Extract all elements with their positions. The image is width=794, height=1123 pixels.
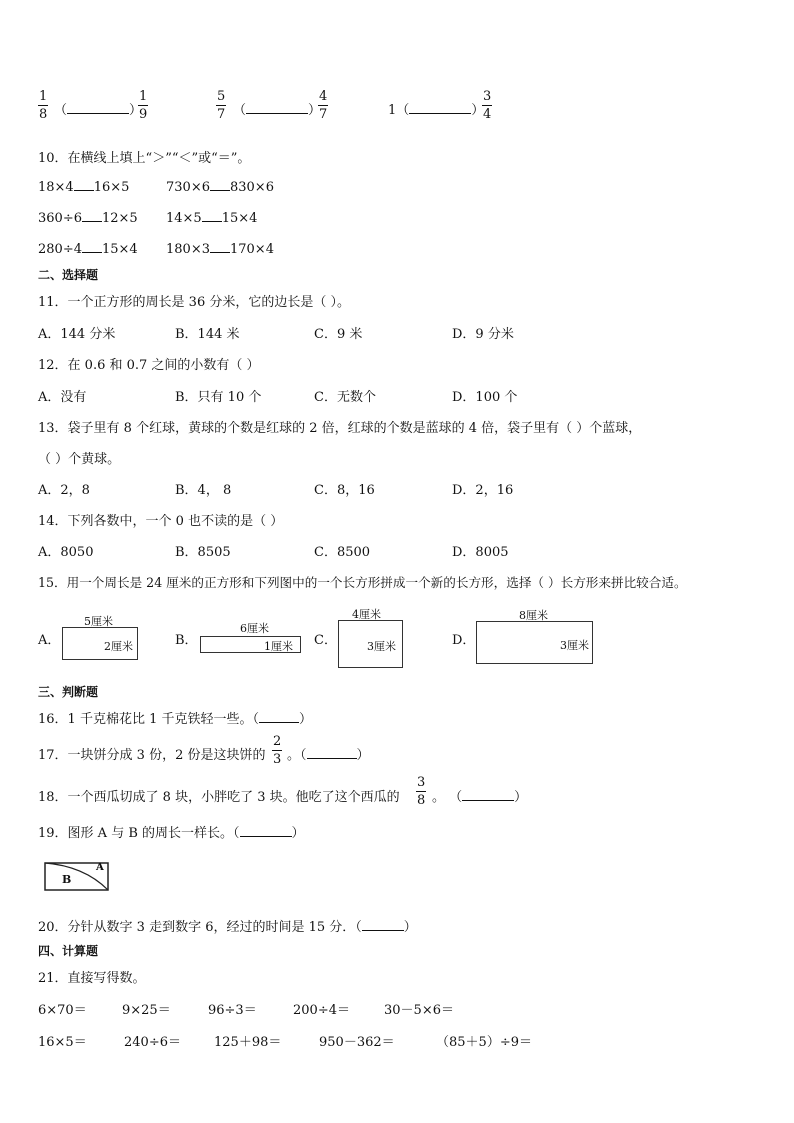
section-title-choice: 二、选择题 [38,268,99,282]
calc-item[interactable]: 6×70＝ [38,1003,87,1018]
section-title-judge: 三、判断题 [38,685,99,699]
fraction-1-8: $\frac{1}{8}$ [39,89,48,122]
q13-option-a[interactable]: A．2，8 [38,483,90,498]
q11-option-c[interactable]: C．9 米 [314,327,363,342]
calc-item[interactable]: 200÷4＝ [293,1003,350,1018]
q10-row: 14×5 15×4 [166,211,258,226]
fraction-3-8: $\frac{3}{8}$ [417,775,426,808]
q11-option-d[interactable]: D．9 分米 [452,327,514,342]
rect-c-top-label: 4厘米 [352,608,381,621]
q10-title: 10．在横线上填上“＞”“＜”或“＝”。 [38,151,251,166]
calc-item[interactable]: 16×5＝ [38,1035,87,1050]
answer-blank[interactable] [259,710,299,723]
calc-item[interactable]: 240÷6＝ [124,1035,181,1050]
answer-blank[interactable]: 1（ ） [388,103,485,118]
rect-d-side-label: 3厘米 [560,639,589,652]
q14-option-d[interactable]: D．8005 [452,545,509,560]
q12-option-b[interactable]: B．只有 10 个 [175,390,262,405]
q13-option-b[interactable]: B．4， 8 [175,483,232,498]
answer-blank[interactable]: （ ） [54,103,143,118]
q12-option-c[interactable]: C．无数个 [314,390,376,405]
q10-row: 360÷6 12×5 [38,211,138,226]
q14-stem: 14．下列各数中，一个 0 也不读的是（ ） [38,514,284,529]
answer-blank[interactable] [362,918,404,931]
q14-option-b[interactable]: B．8505 [175,545,231,560]
calc-item[interactable]: 125＋98＝ [214,1035,282,1050]
q18-answer: 。 （ ） [432,790,528,805]
section-title-calc: 四、计算题 [38,944,99,958]
q12-stem: 12．在 0.6 和 0.7 之间的小数有（ ） [38,358,260,373]
q17-stem: 17．一块饼分成 3 份，2 份是这块饼的 [38,748,266,763]
q19: 19．图形 A 与 B 的周长一样长。（ ） [38,826,305,841]
q10-row: 280÷4 15×4 [38,242,138,257]
q15-stem: 15．用一个周长是 24 厘米的正方形和下列图中的一个长方形拼成一个新的长方形，选择（ ）长方形来拼比较合适。 [38,575,687,590]
rect-c-side-label: 3厘米 [367,640,396,653]
q10-row: 730×6 830×6 [166,180,274,195]
fraction-5-7: $\frac{5}{7}$ [217,89,226,122]
rect-b-top-label: 6厘米 [240,622,269,635]
q12-option-a[interactable]: A．没有 [38,390,87,405]
q10-row: 180×3 170×4 [166,242,274,257]
q21-title: 21．直接写得数。 [38,971,146,986]
answer-blank[interactable]: （ ） [233,103,322,118]
q11-stem: 11．一个正方形的周长是 36 分米，它的边长是（ ）。 [38,295,350,310]
answer-blank[interactable] [307,746,357,759]
answer-blank[interactable] [240,824,292,837]
q11-option-b[interactable]: B．144 米 [175,327,240,342]
calc-item[interactable]: 9×25＝ [122,1003,171,1018]
q10-row: 18×4 16×5 [38,180,130,195]
q13-stem: 13．袋子里有 8 个红球，黄球的个数是红球的 2 倍，红球的个数是蓝球的 4 倍，袋子里有（ ）个蓝球， [38,421,642,436]
answer-blank[interactable] [462,788,514,801]
calc-item[interactable]: （85＋5）÷9＝ [436,1035,532,1050]
q17-answer: 。（ ） [287,748,370,763]
shape-label-a: A [96,862,104,873]
shape-label-b: B [62,873,72,886]
rect-a-top-label: 5厘米 [84,615,113,628]
rect-d-top-label: 8厘米 [519,609,548,622]
q14-option-c[interactable]: C．8500 [314,545,371,560]
rect-b-side-label: 1厘米 [264,640,293,653]
calc-item[interactable]: 30－5×6＝ [384,1003,454,1018]
q12-option-d[interactable]: D．100 个 [452,390,518,405]
q13-option-c[interactable]: C．8，16 [314,483,375,498]
fraction-3-4: $\frac{3}{4}$ [483,89,492,122]
calc-item[interactable]: 96÷3＝ [208,1003,257,1018]
q18-stem: 18．一个西瓜切成了 8 块，小胖吃了 3 块。他吃了这个西瓜的 [38,790,400,805]
rect-a-side-label: 2厘米 [104,640,133,653]
q16: 16．1 千克棉花比 1 千克铁轻一些。（ ） [38,712,312,727]
fraction-2-3: $\frac{2}{3}$ [273,734,282,767]
fraction-1-9: $\frac{1}{9}$ [139,89,148,122]
fraction-4-7: $\frac{4}{7}$ [319,89,328,122]
q11-option-a[interactable]: A．144 分米 [38,327,116,342]
q20: 20．分针从数字 3 走到数字 6，经过的时间是 15 分．（ ） [38,920,417,935]
q13-stem-cont: （ ）个黄球。 [38,452,121,467]
q14-option-a[interactable]: A．8050 [38,545,94,560]
calc-item[interactable]: 950－362＝ [319,1035,395,1050]
q13-option-d[interactable]: D．2，16 [452,483,514,498]
